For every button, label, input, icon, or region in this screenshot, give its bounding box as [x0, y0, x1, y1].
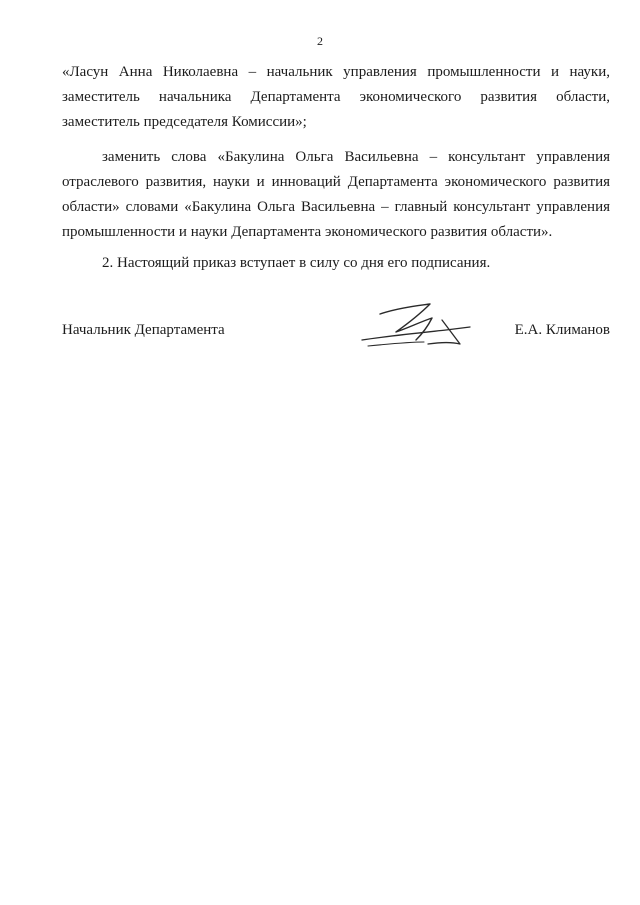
signer-name: Е.А. Климанов: [514, 322, 610, 338]
signer-title: Начальник Департамента: [62, 322, 225, 338]
paragraph-amendment-bakulina: заменить слова «Бакулина Ольга Васильевна – консультант управления отраслевого развития, науки и инноваций Департамента экономического развития области» словами «Бакулина Ольга Васильевна – главный консультант управления промышленности и науки Департамента экономического развития области».: [62, 149, 610, 240]
page-number: 2: [317, 34, 323, 48]
paragraph-effective-date: 2. Настоящий приказ вступает в силу со дня его подписания.: [102, 255, 491, 271]
signature-block: [62, 316, 610, 356]
document-body: [62, 60, 610, 276]
paragraph-amendment-lasun: «Ласун Анна Николаевна – начальник управления промышленности и науки, заместитель начальника Департамента экономического развития области, заместитель председателя Комиссии»;: [62, 64, 610, 130]
handwritten-signature: [358, 300, 478, 352]
